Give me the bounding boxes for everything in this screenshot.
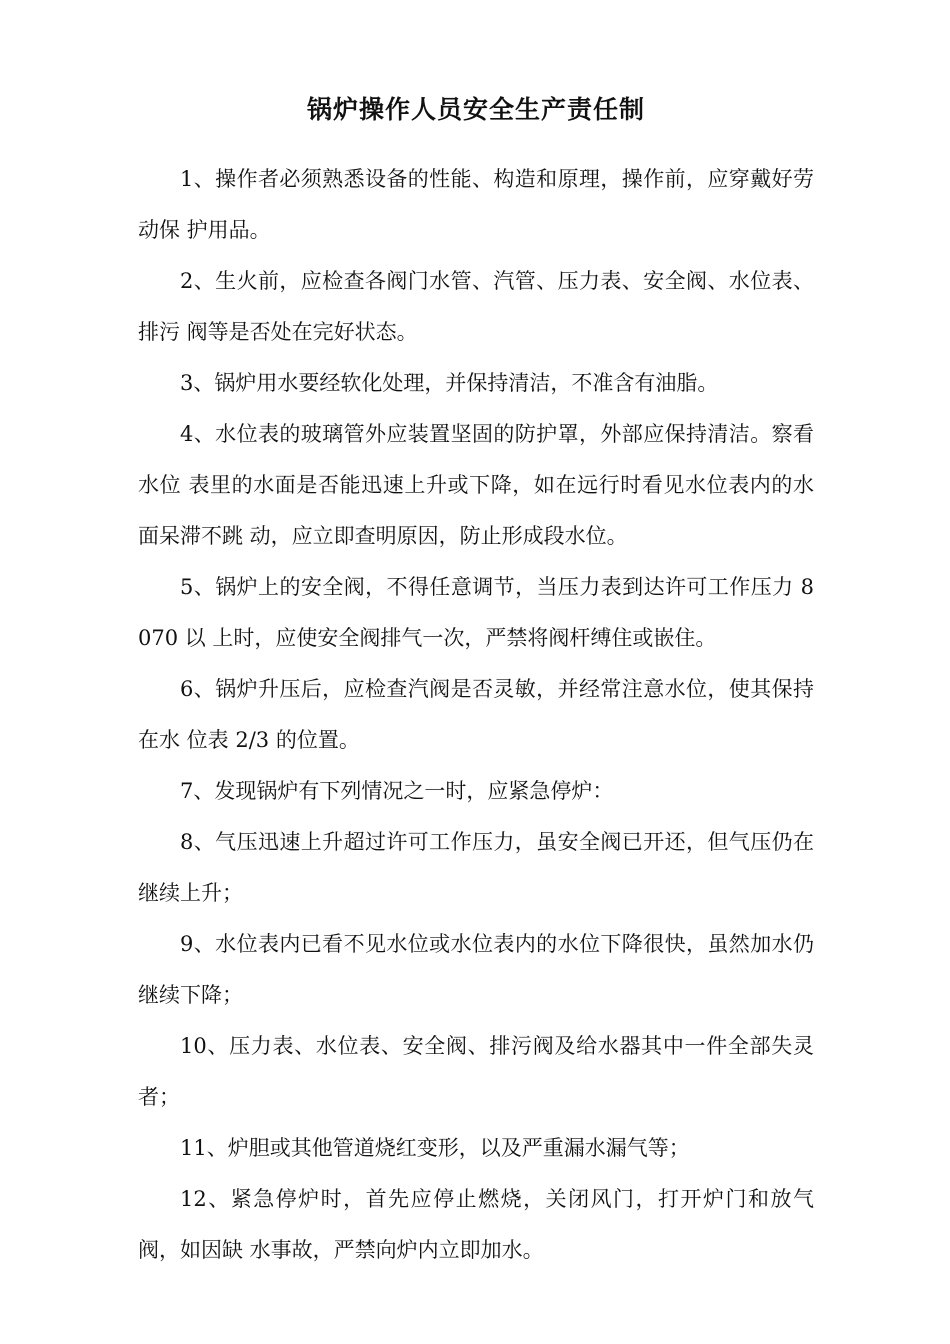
paragraph-8: 8、气压迅速上升超过许可工作压力，虽安全阀已开还，但气压仍在继续上升； — [138, 830, 814, 905]
paragraph-12: 12、紧急停炉时，首先应停止燃烧，关闭风门，打开炉门和放气阀，如因缺 水事故，严禁向炉内立即加水。 — [138, 1187, 814, 1262]
paragraph-7: 7、发现锅炉有下列情况之一时，应紧急停炉： — [180, 779, 614, 803]
paragraph-9: 9、水位表内已看不见水位或水位表内的水位下降很快，虽然加水仍继续下降； — [138, 932, 814, 1007]
paragraph-6: 6、锅炉升压后，应检查汽阀是否灵敏，并经常注意水位，使其保持在水 位表 2/3 的位置。 — [138, 677, 814, 752]
paragraph-1: 1、操作者必须熟悉设备的性能、构造和原理，操作前，应穿戴好劳动保 护用品。 — [138, 167, 814, 242]
paragraph-11: 11、炉胆或其他管道烧红变形，以及严重漏水漏气等； — [180, 1136, 690, 1160]
paragraph-3: 3、锅炉用水要经软化处理，并保持清洁，不准含有油脂。 — [180, 371, 719, 395]
paragraph-4: 4、水位表的玻璃管外应装置坚固的防护罩，外部应保持清洁。察看水位 表里的水面是否能迅速上升或下降，如在远行时看见水位表内的水面呆滞不跳 动，应立即查明原因，防止形成段水位。 — [138, 422, 814, 548]
paragraph-10: 10、压力表、水位表、安全阀、排污阀及给水器其中一件全部失灵者； — [138, 1034, 814, 1109]
paragraph-2: 2、生火前，应检查各阀门水管、汽管、压力表、安全阀、水位表、排污 阀等是否处在完好状态。 — [138, 269, 814, 344]
document-title: 锅炉操作人员安全生产责任制 — [306, 95, 645, 124]
paragraph-5: 5、锅炉上的安全阀，不得任意调节，当压力表到达许可工作压力 8070 以 上时，应使安全阀排气一次，严禁将阀杆缚住或嵌住。 — [138, 575, 814, 650]
